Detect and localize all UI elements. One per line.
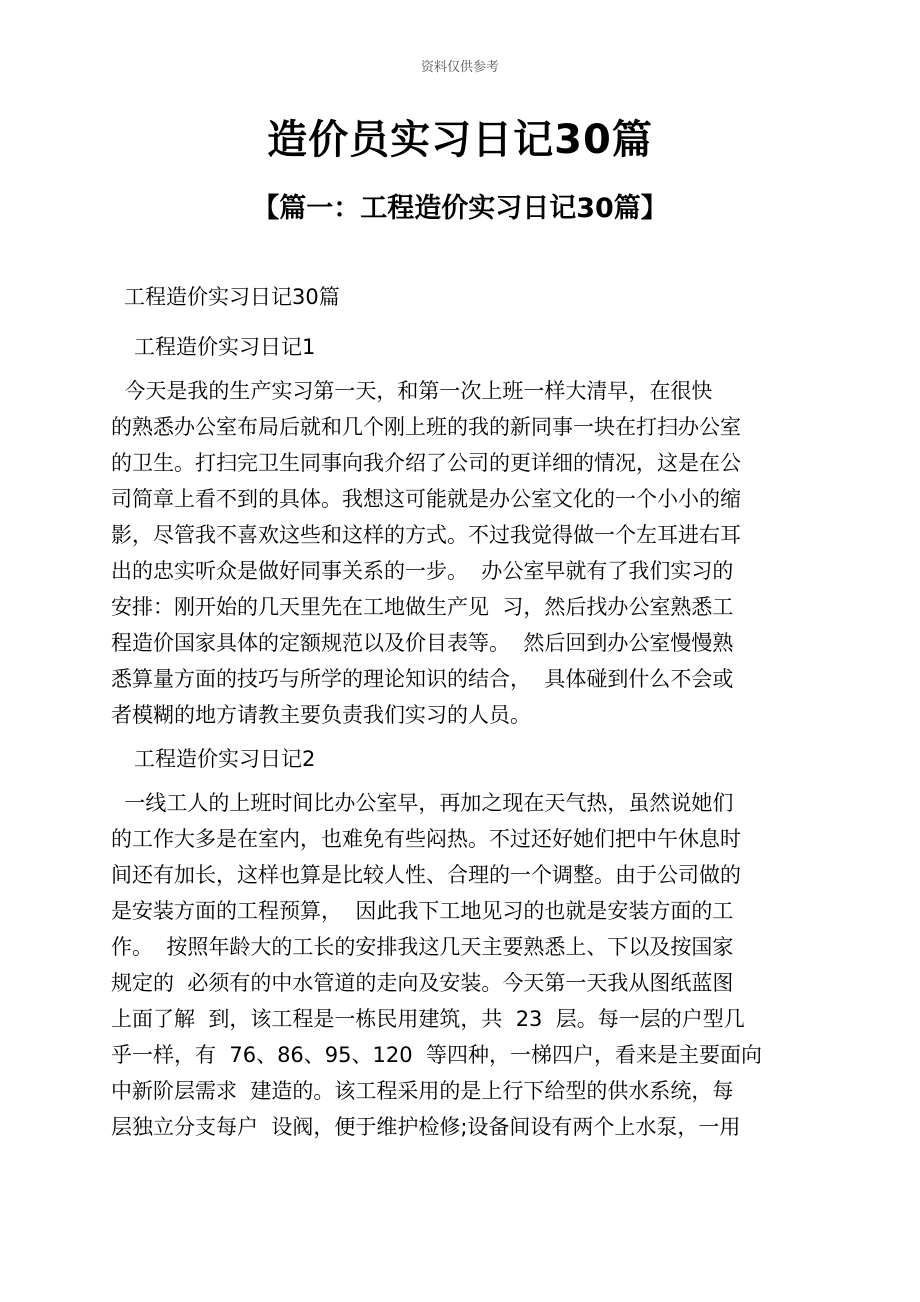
entry-heading-2: 工程造价实习日记2	[134, 747, 316, 771]
paragraph-line: 司简章上看不到的具体。我想这可能就是办公室文化的一个小小的缩	[111, 487, 741, 511]
entry-heading-1: 工程造价实习日记1	[134, 335, 316, 359]
paragraph-line: 悉算量方面的技巧与所学的理论知识的结合， 具体碰到什么不会或	[111, 667, 734, 691]
paragraph-line: 的工作大多是在室内，也难免有些闷热。不过还好她们把中午休息时	[111, 827, 741, 851]
paragraph-line: 乎一样，有 76、86、95、120 等四种，一梯四户，看来是主要面向	[111, 1043, 762, 1067]
paragraph-line: 作。 按照年龄大的工长的安排我这几天主要熟悉上、下以及按国家	[111, 935, 734, 959]
entry-paragraph-1	[111, 373, 811, 733]
paragraph-line: 中新阶层需求 建造的。该工程采用的是上行下给型的供水系统，每	[111, 1079, 734, 1103]
paragraph-line: 程造价国家具体的定额规范以及价目表等。 然后回到办公室慢慢熟	[111, 631, 734, 655]
paragraph-line: 上面了解 到，该工程是一栋民用建筑，共 23 层。每一层的户型几	[111, 1007, 745, 1031]
paragraph-line: 者模糊的地方请教主要负责我们实习的人员。	[111, 703, 531, 727]
document-title: 造价员实习日记30篇	[267, 117, 653, 163]
paragraph-line: 间还有加长，这样也算是比较人性、合理的一个调整。由于公司做的	[111, 863, 741, 887]
paragraph-line: 安排：刚开始的几天里先在工地做生产见 习，然后找办公室熟悉工	[111, 595, 734, 619]
paragraph-line: 今天是我的生产实习第一天，和第一次上班一样大清早，在很快	[111, 379, 713, 403]
paragraph-line: 规定的 必须有的中水管道的走向及安装。今天第一天我从图纸蓝图	[111, 971, 734, 995]
section-heading: 工程造价实习日记30篇	[124, 285, 340, 309]
paragraph-line: 影，尽管我不喜欢这些和这样的方式。不过我觉得做一个左耳进右耳	[111, 523, 741, 547]
paragraph-line: 层独立分支每户 设阀，便于维护检修;设备间设有两个上水泵，一用	[111, 1115, 741, 1139]
paragraph-line: 一线工人的上班时间比办公室早，再加之现在天气热，虽然说她们	[111, 791, 734, 815]
entry-paragraph-2	[111, 785, 811, 1145]
page-header-note: 资料仅供参考	[420, 60, 499, 75]
paragraph-line: 出的忠实听众是做好同事关系的一步。 办公室早就有了我们实习的	[111, 559, 734, 583]
paragraph-line: 的卫生。打扫完卫生同事向我介绍了公司的更详细的情况，这是在公	[111, 451, 741, 475]
paragraph-line: 的熟悉办公室布局后就和几个刚上班的我的新同事一块在打扫办公室	[111, 415, 741, 439]
document-subtitle: 【篇一：工程造价实习日记30篇】	[252, 193, 668, 224]
paragraph-line: 是安装方面的工程预算， 因此我下工地见习的也就是安装方面的工	[111, 899, 734, 923]
